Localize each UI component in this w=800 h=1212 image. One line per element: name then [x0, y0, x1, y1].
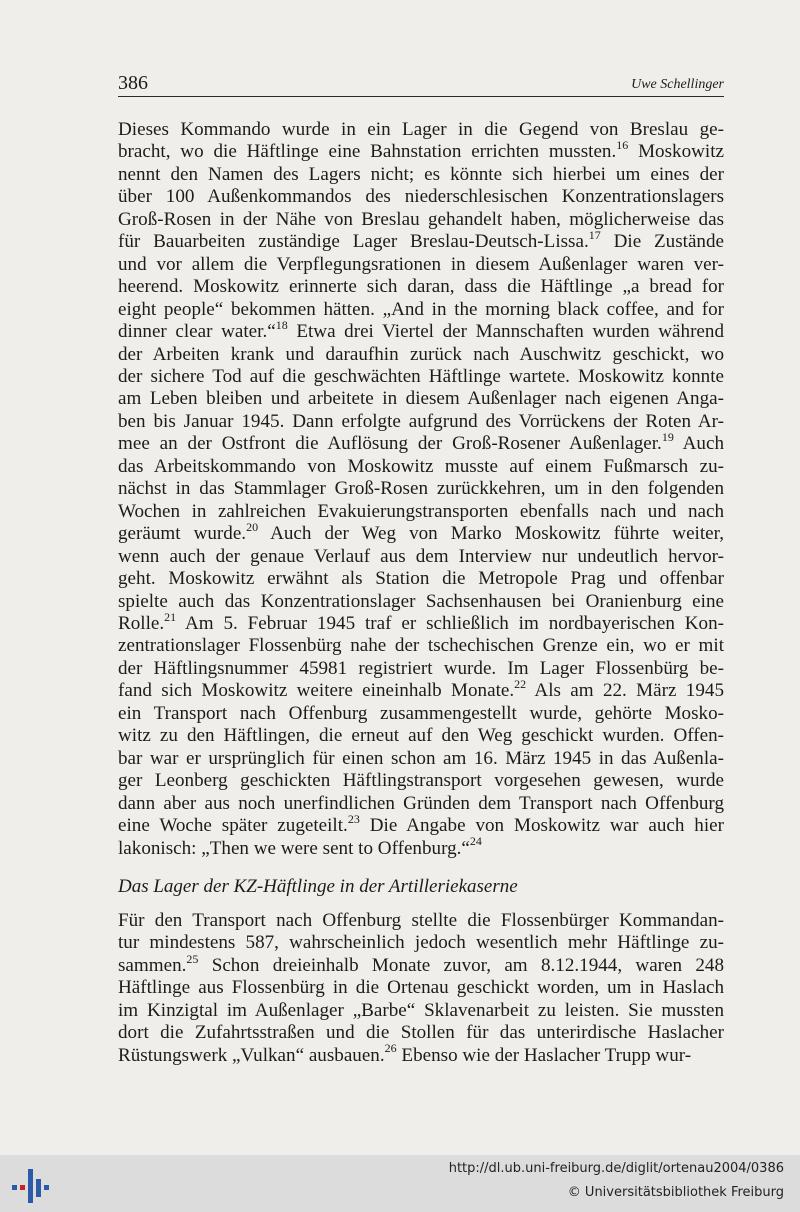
line-text-after-footnote: Die Angabe von Moskowitz war auch hier [359, 815, 724, 837]
line-text: Für den Transport nach Offenburg stellte die Flossenbürger Kommandan- [118, 910, 724, 931]
line-text: Rüstungswerk „Vulkan“ ausbauen. [118, 1044, 385, 1066]
line-text: heerend. Moskowitz erinnerte sich daran, dass die Häftlinge „a bread for [118, 276, 724, 298]
footer-source-url[interactable]: http://dl.ub.uni-freiburg.de/diglit/ortenau2004/0386 [448, 1161, 784, 1176]
line-text-after-footnote: Als am 22. März 1945 [526, 680, 724, 702]
line-text: am Leben bleiben und arbeitete in diesem Außenlager nach eigenen Anga- [118, 388, 724, 410]
line-text-after-footnote: Die Zustände [600, 231, 724, 253]
text-line [118, 748, 724, 770]
body-paragraph-2 [118, 910, 724, 1067]
text-line [118, 186, 724, 208]
text-line [118, 568, 724, 590]
footnote-marker: 17 [588, 227, 601, 242]
text-line [118, 811, 724, 837]
section-heading: Das Lager der KZ-Häftlinge in der Artilleriekaserne [118, 876, 518, 897]
line-text: mee an der Ostfront die Auflösung der Groß-Rosener Außenlager. [118, 433, 662, 455]
text-line [118, 164, 724, 186]
line-text: fand sich Moskowitz weitere eineinhalb Monate. [118, 680, 515, 702]
text-line [118, 501, 724, 523]
text-line [118, 910, 724, 932]
line-text: der sichere Tod auf die geschwächten Häftlinge wartete. Moskowitz konnte [118, 365, 724, 387]
line-text-after-footnote: Etwa drei Viertel der Mannschaften wurden während [287, 321, 724, 343]
text-line [118, 834, 724, 860]
line-text: Rolle. [118, 612, 165, 634]
line-text: das Arbeitskommando von Moskowitz musste auf einem Fußmarsch zu- [118, 455, 724, 477]
text-line [118, 317, 724, 343]
line-text: tur mindestens 587, wahrscheinlich jedoch wesentlich mehr Häftlinge zu- [118, 932, 724, 954]
text-line [118, 1022, 724, 1044]
line-text-after-footnote: Auch [673, 433, 725, 455]
text-line [118, 703, 724, 725]
line-text: bar war er ursprünglich für einen schon am 16. März 1945 in das Außenla- [118, 747, 724, 769]
line-text-after-footnote: Schon dreieinhalb Monate zuvor, am 8.12.1944, waren 248 [198, 954, 724, 976]
line-text: dann aber aus noch unerfindlichen Gründen dem Transport nach Offenburg [118, 792, 724, 814]
body-paragraph-1 [118, 119, 724, 860]
line-text: eine Woche später zugeteilt. [118, 815, 348, 837]
line-text: im Kinzigtal im Außenlager „Barbe“ Sklavenarbeit zu leisten. Sie mussten [118, 999, 724, 1021]
ub-freiburg-logo-icon [10, 1163, 54, 1207]
line-text: spielte auch das Konzentrationslager Sachsenhausen bei Oranienburg eine [118, 590, 724, 612]
text-line [118, 546, 724, 568]
line-text: ein Transport nach Offenburg zusammengestellt wurde, gehörte Mosko- [118, 702, 724, 724]
line-text: Dieses Kommando wurde in ein Lager in die Gegend von Breslau ge- [118, 119, 724, 140]
text-line [118, 770, 724, 792]
line-text: der Arbeiten krank und daraufhin zurück nach Auschwitz geschickt, wo [118, 343, 724, 365]
line-text-after-footnote: Moskowitz [628, 141, 724, 163]
page-number: 386 [118, 72, 148, 94]
line-text: und vor allem die Verpflegungsrationen in diesem Außenlager waren ver- [118, 253, 724, 275]
line-text: eight people“ bekommen hätten. „And in the morning black coffee, and for [118, 298, 724, 320]
line-text: Häftlinge aus Flossenbürg in die Ortenau geschickt worden, um in Haslach [118, 977, 724, 999]
line-text: bracht, wo die Häftlinge eine Bahnstation errichten mussten. [118, 141, 617, 163]
line-text: dort die Zufahrtsstraßen und die Stollen für das unterirdische Haslacher [118, 1022, 724, 1044]
line-text: geräumt wurde. [118, 523, 247, 545]
footnote-marker: 26 [384, 1041, 397, 1056]
line-text: witz zu den Häftlingen, die erneut auf den Weg geschickt wurden. Offen- [118, 725, 724, 747]
footnote-marker: 22 [514, 676, 527, 691]
text-line [118, 456, 724, 478]
line-text: ben bis Januar 1945. Dann erfolgte aufgrund des Vorrückens der Roten Ar- [118, 410, 724, 432]
footnote-marker: 16 [616, 138, 629, 153]
text-line [118, 138, 724, 163]
text-line [118, 254, 724, 276]
line-text: geht. Moskowitz erwähnt als Station die Metropole Prag und offenbar [118, 568, 724, 590]
text-line [118, 388, 724, 410]
footnote-marker: 18 [275, 317, 288, 332]
text-line [118, 725, 724, 747]
text-line [118, 519, 725, 545]
footnote-marker: 23 [347, 811, 360, 826]
text-line [118, 1041, 724, 1067]
text-line [118, 951, 724, 977]
footnote-marker: 25 [186, 951, 199, 966]
footer-bar [0, 1155, 800, 1212]
text-line [118, 429, 725, 455]
text-line [118, 119, 724, 141]
text-line [118, 635, 724, 657]
text-line [118, 366, 724, 388]
line-text: Wochen in zahlreichen Evakuierungstransporten ebenfalls nach und nach [118, 500, 724, 522]
line-text: Groß-Rosen in der Nähe von Breslau gehandelt haben, möglicherweise das [118, 208, 724, 230]
text-line [118, 1000, 724, 1022]
line-text: dinner clear water.“ [118, 321, 276, 343]
line-text-after-footnote: Ebenso wie der Haslacher Trupp wur- [396, 1044, 692, 1066]
line-text-after-footnote: Am 5. Februar 1945 traf er schließlich im nordbayerischen Kon- [176, 612, 724, 634]
text-line [118, 344, 724, 366]
text-line [118, 676, 724, 702]
line-text: nennt den Namen des Lagers nicht; es könnte sich hierbei um eines der [118, 163, 724, 185]
footnote-marker: 21 [164, 609, 177, 624]
line-text: ger Leonberg geschickten Häftlingstransport vorgesehen gewesen, wurde [118, 770, 724, 792]
text-line [118, 977, 724, 999]
text-line [118, 411, 724, 433]
line-text: der Häftlingsnummer 45981 registriert wurde. Im Lager Flossenbürg be- [118, 657, 724, 679]
page-header [118, 70, 724, 97]
text-line [118, 793, 724, 815]
line-text: wenn auch der genaue Verlauf aus dem Interview nur undeutlich hervor- [118, 545, 724, 567]
line-text: lakonisch: „Then we were sent to Offenburg.“ [118, 837, 470, 859]
line-text: zentrationslager Flossenbürg nahe der tschechischen Grenze ein, wo er mit [118, 635, 724, 657]
footnote-marker: 19 [661, 429, 674, 444]
text-line [118, 478, 724, 500]
line-text: sammen. [118, 954, 187, 976]
line-text: über 100 Außenkommandos des niederschlesischen Konzentrationslagers [118, 186, 724, 208]
text-line [118, 299, 724, 321]
text-line [118, 932, 724, 954]
running-head-author: Uwe Schellinger [631, 77, 724, 92]
line-text: nächst in das Stammlager Groß-Rosen zurückkehren, um in den folgenden [118, 478, 724, 500]
text-line [118, 658, 724, 680]
text-line [118, 227, 724, 253]
text-line [118, 591, 724, 613]
line-text-after-footnote: Auch der Weg von Marko Moskowitz führte weiter, [258, 523, 725, 545]
text-line [118, 609, 724, 635]
footnote-marker: 24 [469, 834, 482, 849]
line-text: für Bauarbeiten zuständige Lager Breslau-Deutsch-Lissa. [118, 231, 589, 253]
text-line [118, 276, 724, 298]
footnote-marker: 20 [246, 519, 259, 534]
text-line [118, 209, 724, 231]
footer-copyright: © Universitätsbibliothek Freiburg [567, 1185, 784, 1200]
